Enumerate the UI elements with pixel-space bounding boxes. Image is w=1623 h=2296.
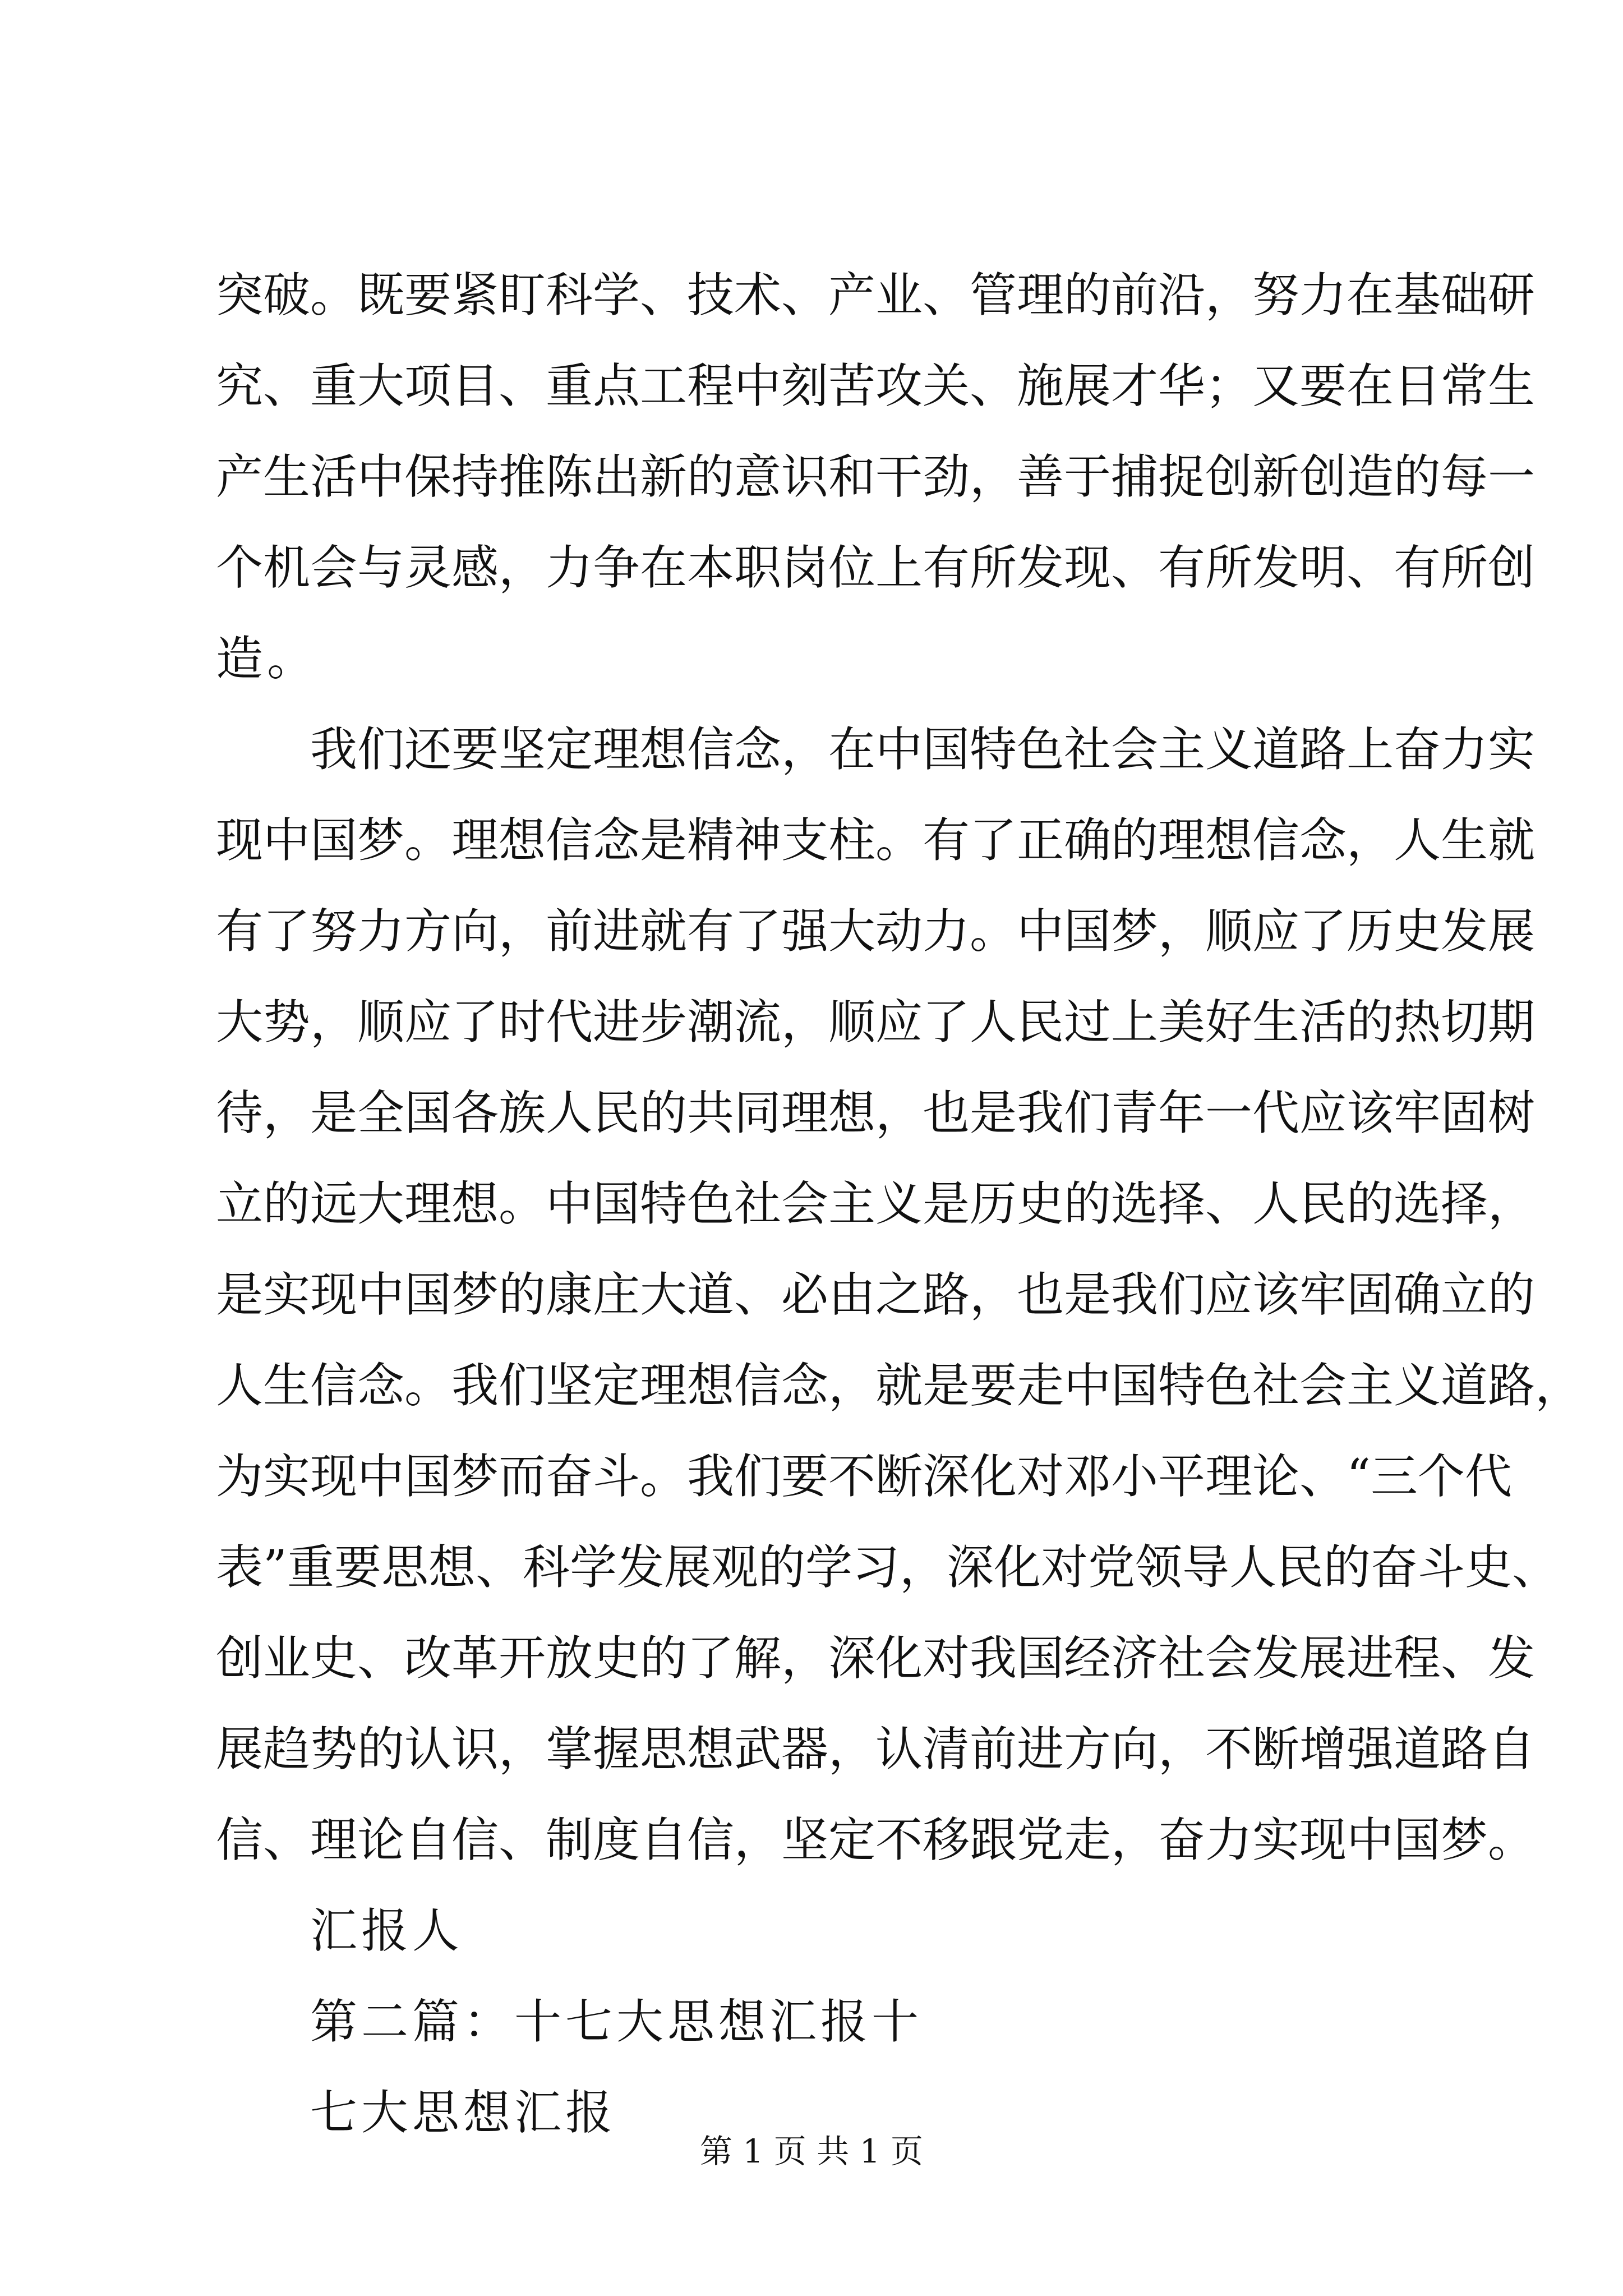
paragraph-line: 是实现中国梦的康庄大道、必由之路，也是我们应该牢固确立的 bbox=[216, 1267, 1536, 1322]
paragraph-2 bbox=[216, 704, 1583, 1885]
paragraph-line: 待，是全国各族人民的共同理想，也是我们青年一代应该牢固树 bbox=[216, 1085, 1536, 1140]
page-footer: 第 1 页 共 1 页 bbox=[700, 2132, 923, 2170]
reporter-label: 汇报人 bbox=[310, 1903, 464, 1958]
paragraph-line: 个机会与灵感，力争在本职岗位上有所发现、有所发明、有所创 bbox=[216, 540, 1536, 595]
paragraph-line: 人生信念。我们坚定理想信念，就是要走中国特色社会主义道路， bbox=[216, 1358, 1583, 1413]
paragraph-line: 展趋势的认识，掌握思想武器，认清前进方向，不断增强道路自 bbox=[216, 1722, 1536, 1777]
paragraph-line: 突破。既要紧盯科学、技术、产业、管理的前沿，努力在基础研 bbox=[216, 268, 1536, 323]
paragraph-line: 为实现中国梦而奋斗。我们要不断深化对邓小平理论、“三个代 bbox=[216, 1449, 1512, 1504]
paragraph-line: 产生活中保持推陈出新的意识和干劲，善于捕捉创新创造的每一 bbox=[216, 449, 1536, 504]
paragraph-line: 我们还要坚定理想信念，在中国特色社会主义道路上奋力实 bbox=[310, 722, 1536, 777]
section-heading-continued: 七大思想汇报 bbox=[310, 2085, 617, 2140]
paragraph-1 bbox=[216, 250, 1536, 704]
section-heading: 第二篇：十七大思想汇报十 bbox=[310, 1994, 923, 2049]
paragraph-line: 创业史、改革开放史的了解，深化对我国经济社会发展进程、发 bbox=[216, 1631, 1536, 1686]
paragraph-line: 立的远大理想。中国特色社会主义是历史的选择、人民的选择， bbox=[216, 1176, 1536, 1231]
paragraph-line: 表”重要思想、科学发展观的学习，深化对党领导人民的奋斗史、 bbox=[216, 1540, 1559, 1595]
paragraph-line: 现中国梦。理想信念是精神支柱。有了正确的理想信念，人生就 bbox=[216, 813, 1536, 868]
paragraph-line: 造。 bbox=[216, 631, 319, 686]
paragraph-line: 究、重大项目、重点工程中刻苦攻关、施展才华；又要在日常生 bbox=[216, 358, 1536, 413]
document-body bbox=[216, 250, 1583, 2158]
paragraph-line: 信、理论自信、制度自信，坚定不移跟党走，奋力实现中国梦。 bbox=[216, 1812, 1536, 1867]
paragraph-line: 有了努力方向，前进就有了强大动力。中国梦，顺应了历史发展 bbox=[216, 904, 1536, 959]
paragraph-line: 大势，顺应了时代进步潮流，顺应了人民过上美好生活的热切期 bbox=[216, 995, 1536, 1050]
